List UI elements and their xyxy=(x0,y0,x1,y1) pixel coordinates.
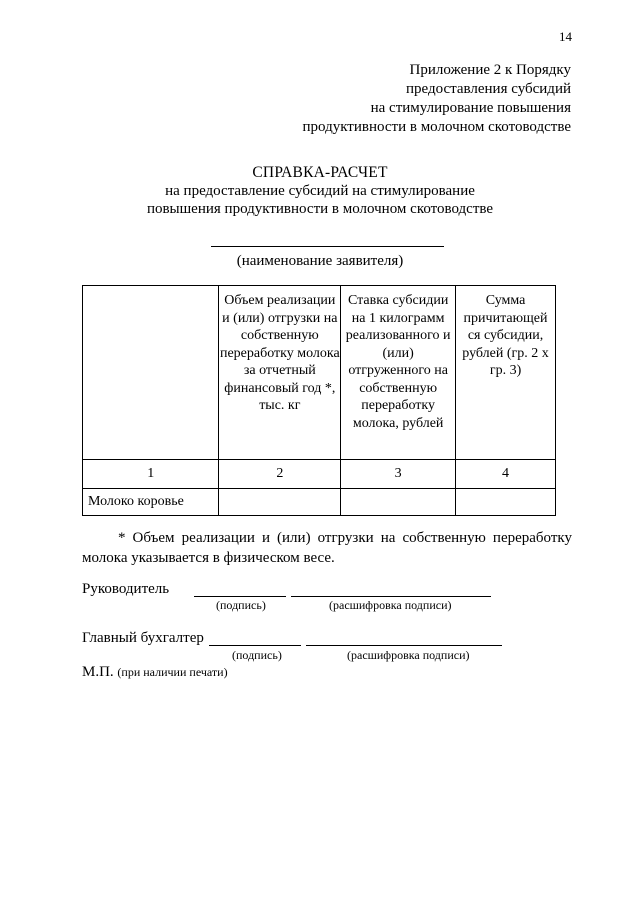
accountant-decode-caption: (расшифровка подписи) xyxy=(347,648,470,662)
appendix-reference xyxy=(302,61,571,137)
head-decode-line[interactable] xyxy=(291,596,491,597)
footnote: * Объем реализации и (или) отгрузки на собственную переработку молока указывается в физическом весе. xyxy=(82,530,572,566)
table-header-cell: Ставка субсидии на 1 килограмм реализованного и (или) отгруженного на собственную переработку молока, рублей xyxy=(341,286,456,460)
table-header-cell: Сумма причитающей ся субсидии, рублей (гр. 2 х гр. 3) xyxy=(456,286,556,460)
head-signature-line[interactable] xyxy=(194,596,286,597)
table-cell[interactable] xyxy=(341,489,456,516)
column-number: 3 xyxy=(341,460,456,489)
table-cell[interactable] xyxy=(456,489,556,516)
stamp-place xyxy=(82,664,228,681)
column-number: 4 xyxy=(456,460,556,489)
head-decode-caption: (расшифровка подписи) xyxy=(329,598,452,612)
column-number: 2 xyxy=(219,460,341,489)
column-number: 1 xyxy=(83,460,219,489)
document-title: СПРАВКА-РАСЧЕТ xyxy=(252,164,388,181)
accountant-signature-label: Главный бухгалтер xyxy=(82,630,204,646)
stamp-label: М.П. xyxy=(82,664,114,680)
table-column-number-row xyxy=(83,460,556,489)
appendix-line: предоставления субсидий xyxy=(405,81,571,97)
accountant-decode-line[interactable] xyxy=(306,645,502,646)
accountant-signature-line[interactable] xyxy=(209,645,301,646)
appendix-line: на стимулирование повышения xyxy=(370,100,571,116)
document-subtitle: повышения продуктивности в молочном скотоводстве xyxy=(146,201,494,217)
table-header-row xyxy=(83,286,556,460)
table-cell[interactable] xyxy=(219,489,341,516)
applicant-name-line xyxy=(211,246,444,247)
appendix-line: Приложение 2 к Порядку xyxy=(409,62,571,78)
calculation-table xyxy=(82,285,556,516)
head-signature-caption: (подпись) xyxy=(216,598,266,612)
table-header-cell xyxy=(83,286,219,460)
page-number: 14 xyxy=(559,29,572,44)
accountant-signature-caption: (подпись) xyxy=(232,648,282,662)
document-subtitle: на предоставление субсидий на стимулирование xyxy=(165,183,475,199)
stamp-note: (при наличии печати) xyxy=(117,665,228,679)
appendix-line: продуктивности в молочном скотоводстве xyxy=(302,119,571,135)
table-header-cell: Объем реализации и (или) отгрузки на собственную переработку молока за отчетный финансовый год *, тыс. кг xyxy=(219,286,341,460)
table-row xyxy=(83,489,556,516)
applicant-caption: (наименование заявителя) xyxy=(236,253,404,269)
row-label: Молоко коровье xyxy=(83,489,219,516)
document-title-block xyxy=(0,164,640,218)
head-signature-label: Руководитель xyxy=(82,581,170,597)
